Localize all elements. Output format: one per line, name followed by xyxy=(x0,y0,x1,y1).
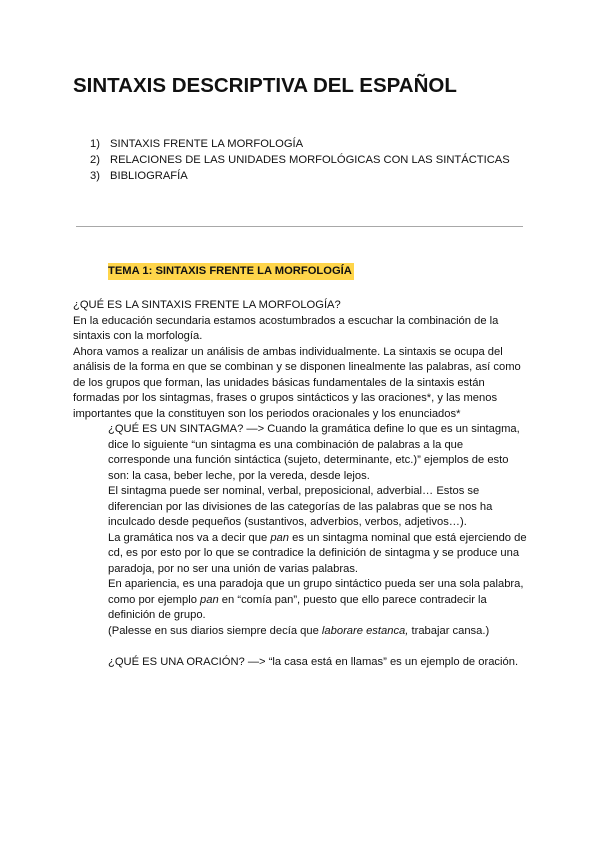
paragraph-sintagma-definition: ¿QUÉ ES UN SINTAGMA? —> Cuando la gramática define lo que es un sintagma, dice lo siguiente “un sintagma es una combinación de palabras a la que corresponde una función sintáctica (sujeto, determinante, etc.)” ejemplos de esto son: la casa, beber leche, por la vereda, desde lejos. xyxy=(108,423,520,482)
table-of-contents xyxy=(90,136,510,184)
paragraph-pan-paradox xyxy=(108,531,528,578)
paragraph-apariencia xyxy=(108,577,528,624)
toc-item-text: BIBLIOGRAFÍA xyxy=(110,170,188,182)
toc-item-3 xyxy=(90,168,510,184)
paragraph-analysis: Ahora vamos a realizar un análisis de ambas individualmente. La sintaxis se ocupa del análisis de la forma en que se combinan y se disponen linealmente las palabras, así como de los grupos que forman, las unidades básicas fundamentales de la sintaxis están formadas por los sintagmas, frases o grupos sintácticos y las oraciones*, y las menos importantes que la constituyen son los periodos oracionales y los enunciados* xyxy=(73,345,521,420)
text-span: La gramática nos va a decir que xyxy=(108,531,271,544)
paragraph-palesse xyxy=(108,624,528,640)
paragraph-oracion-definition: ¿QUÉ ES UNA ORACIÓN? —> “la casa está en llamas” es un ejemplo de oración. xyxy=(108,655,519,668)
document-title: SINTAXIS DESCRIPTIVA DEL ESPAÑOL xyxy=(73,74,457,97)
section-heading: TEMA 1: SINTAXIS FRENTE LA MORFOLOGÍA xyxy=(108,263,354,280)
toc-item-number: 2) xyxy=(90,154,100,166)
horizontal-divider xyxy=(76,226,523,227)
emphasis-pan: pan xyxy=(270,531,289,544)
paragraph-intro: En la educación secundaria estamos acostumbrados a escuchar la combinación de la sintaxis con la morfología. xyxy=(73,314,499,342)
toc-item-number: 1) xyxy=(90,138,100,150)
question-sintaxis: ¿QUÉ ES LA SINTAXIS FRENTE LA MORFOLOGÍA? xyxy=(73,299,341,311)
document-body xyxy=(73,298,528,670)
text-span: (Palesse en sus diarios siempre decía que xyxy=(108,624,322,637)
toc-item-number: 3) xyxy=(90,170,100,182)
paragraph-sintagma-types: El sintagma puede ser nominal, verbal, preposicional, adverbial… Estos se diferencian por las divisiones de las categorías de las palabras que se nos ha inculcado desde pequeños (sustantivos, adverbios, verbos, adjetivos…). xyxy=(108,485,493,528)
toc-item-1 xyxy=(90,136,510,152)
toc-item-2 xyxy=(90,152,510,168)
toc-item-text: RELACIONES DE LAS UNIDADES MORFOLÓGICAS CON LAS SINTÁCTICAS xyxy=(110,154,510,166)
emphasis-latin-quote: laborare estanca, xyxy=(321,624,409,637)
toc-item-text: SINTAXIS FRENTE LA MORFOLOGÍA xyxy=(110,138,304,150)
emphasis-pan: pan xyxy=(200,593,219,606)
text-span: en “comía pan”, puesto que ello parece contradecir la definición de grupo. xyxy=(108,593,487,621)
text-span: es un sintagma nominal que está ejerciendo de cd, es por esto por lo que se contradice la definición de sintagma y se produce una paradoja, por no ser una unión de varias palabras. xyxy=(108,531,527,575)
text-span: trabajar cansa.) xyxy=(408,624,490,637)
spacer xyxy=(73,639,528,655)
text-span: En apariencia, es una paradoja que un grupo sintáctico pueda ser una sola palabra, como por ejemplo xyxy=(108,578,524,606)
